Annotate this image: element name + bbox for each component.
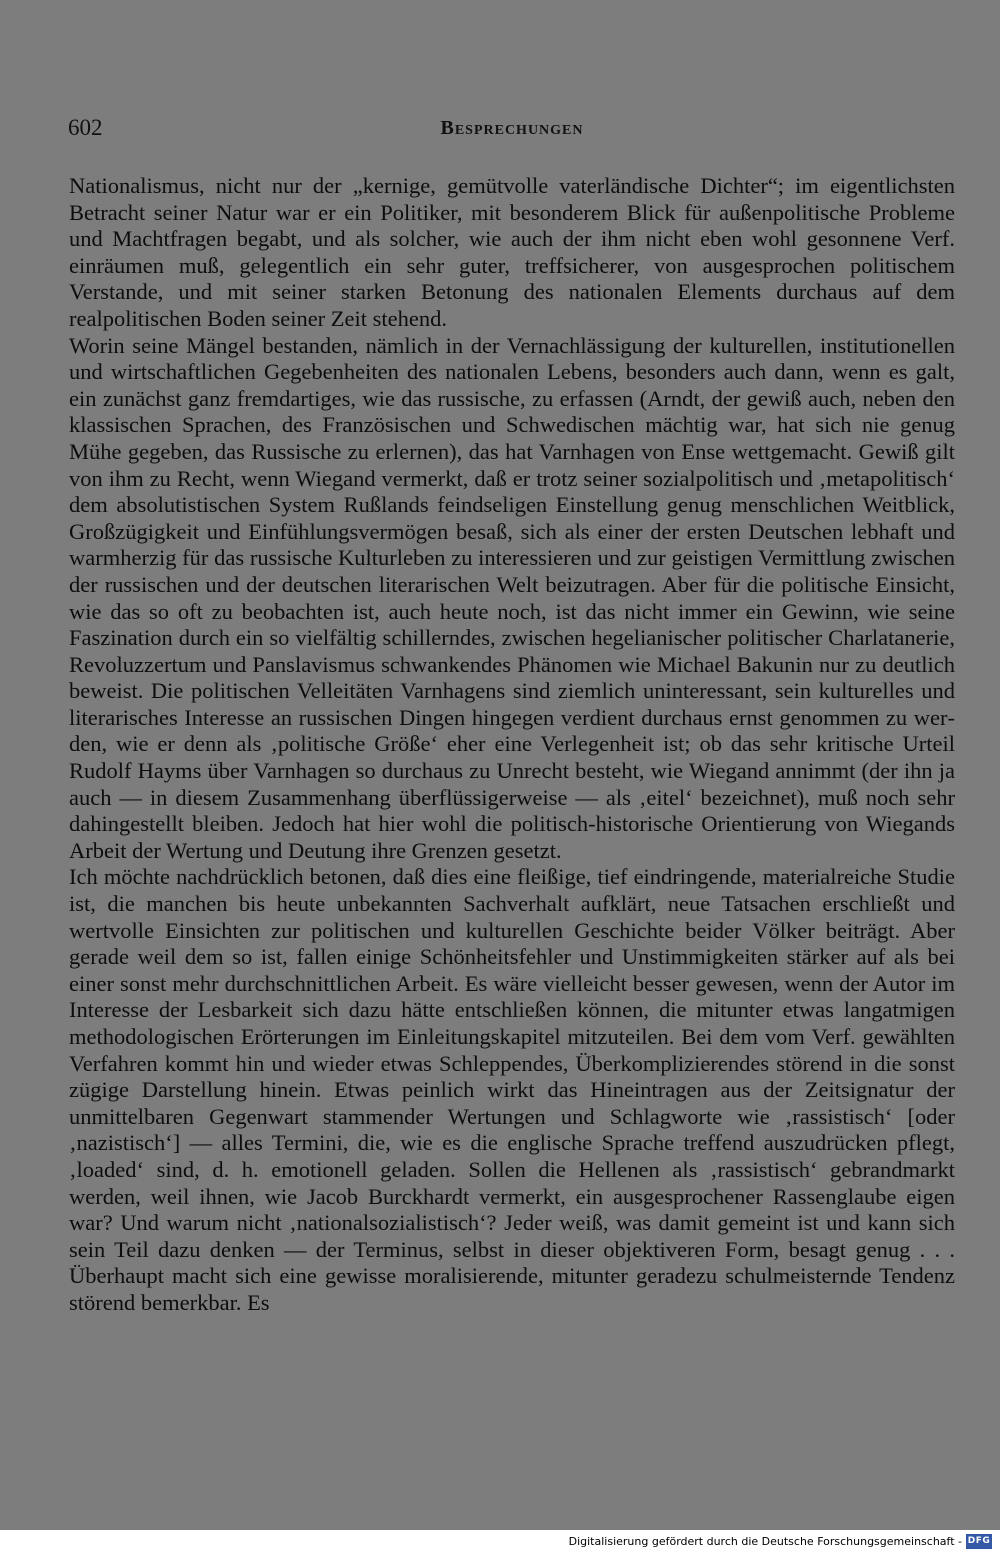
section-title: Besprechungen [440,117,584,139]
paragraph-2: Worin seine Mängel bestanden, nämlich in der Vernachlässigung der kulturellen, institutionellen und wirtschaftlichen Gegebenheiten des nationalen Lebens, besonders auch dann, wenn es galt, ein zunächst ganz fremdartiges, wie das russische, zu erfassen (Arndt, der gewiß auch, neben den klassischen Sprachen, des Französischen und Schwedischen mächtig war, hat sich nie genug Mühe gegeben, das Russische zu erlernen), das hat Varnhagen von Ense wettgemacht. Gewiß gilt von ihm zu Recht, wenn Wiegand vermerkt, daß er trotz seiner sozialpolitisch und ‚metapolitisch‘ dem absolutistischen System Rußlands feindseligen Einstellung genug menschlichen Weitblick, Großzügigkeit und Einfühlungsvermögen besaß, sich als einer der ersten Deutschen lebhaft und warmherzig für das russische Kulturleben zu interessieren und zur geistigen Vermittlung zwischen der russischen und der deutschen literarischen Welt beizutragen. Aber für die politische Einsicht, wie das so oft zu beobachten ist, auch heute noch, ist das nicht immer ein Gewinn, wie seine Faszination durch ein so vielfältig schillerndes, zwischen hegelianischer politischer Charlatanerie, Revoluzzertum und Panslavismus schwankendes Phänomen wie Michael Bakunin nur zu deutlich beweist. Die politischen Velleitäten Varnhagens sind ziemlich uninteressant, sein kulturelles und literarisches Interesse an russischen Dingen hingegen verdient durchaus ernst genommen zu werden, wie er denn als ‚politische Größe‘ eher eine Verlegenheit ist; ob das sehr kritische Urteil Rudolf Hayms über Varnhagen so durchaus zu Unrecht besteht, wie Wiegand annimmt (der ihn ja auch — in diesem Zusammenhang überflüssigerweise — als ‚eitel‘ bezeichnet), muß noch sehr dahingestellt bleiben. Jedoch hat hier wohl die politisch-historische Orientierung von Wiegands Arbeit der Wertung und Deutung ihre Grenzen gesetzt. [69,332,955,863]
paragraph-1: Nationalismus, nicht nur der „kernige, gemütvolle vaterländische Dichter“; im eigentlichsten Betracht seiner Natur war er ein Politiker, mit besonderem Blick für außenpolitische Probleme und Machtfragen begabt, und als solcher, wie auch der ihm nicht eben wohl gesonnene Verf. einräumen muß, gelegentlich ein sehr guter, treffsicherer, von ausgesprochen politischem Verstande, und mit seiner starken Betonung des nationalen Elements durchaus auf dem realpolitischen Boden seiner Zeit stehend. [69,173,955,331]
running-head [68,108,956,148]
paragraph-3: Ich möchte nachdrücklich betonen, daß dies eine fleißige, tief eindringende, materialreiche Studie ist, die manchen bis heute unbekannten Sachverhalt aufklärt, neue Tatsachen erschließt und wertvolle Einsichten zur politischen und kulturellen Geschichte beider Völker beiträgt. Aber gerade weil dem so ist, fallen einige Schönheitsfehler und Unstimmigkeiten stärker auf als bei einer sonst mehr durchschnittlichen Arbeit. Es wäre vielleicht besser gewesen, wenn der Autor im Interesse der Lesbarkeit sich dazu hätte entschließen können, die mitunter etwas langatmigen methodologischen Erörterungen im Einleitungskapitel mitzuteilen. Bei dem vom Verf. gewählten Verfahren kommt hin und wieder etwas Schleppendes, Überkomplizierendes störend in die sonst zügige Darstellung hinein. Etwas peinlich wirkt das Hineintragen aus der Zeitsignatur der unmittelbaren Gegenwart stammender Wertungen und Schlagworte wie ‚rassistisch‘ [oder ‚nazistisch‘] — alles Termini, die, wie es die englische Sprache treffend auszudrücken pflegt, ‚loaded‘ sind, d. h. emotionell geladen. Sollen die Hellenen als ‚rassistisch‘ gebrandmarkt werden, weil ihnen, wie Jacob Burckhardt vermerkt, ein ausgesprochener Rassenglaube eigen war? Und warum nicht ‚nationalsozialistisch‘? Jeder weiß, was damit gemeint ist und kann sich sein Teil dazu denken — der Terminus, selbst in dieser objektiveren Form, besagt genug . . . Überhaupt macht sich eine gewisse moralisierende, mitunter geradezu schulmeisternde Tendenz störend bemerkbar. Es [69,864,955,1315]
footer-bar [0,1530,1000,1554]
funding-credit: Digitalisierung gefördert durch die Deutsche Forschungsgemeinschaft - [568,1535,962,1548]
dfg-logo-icon: DFG [966,1534,992,1549]
body-text [69,173,955,1317]
page-number: 602 [68,115,103,140]
